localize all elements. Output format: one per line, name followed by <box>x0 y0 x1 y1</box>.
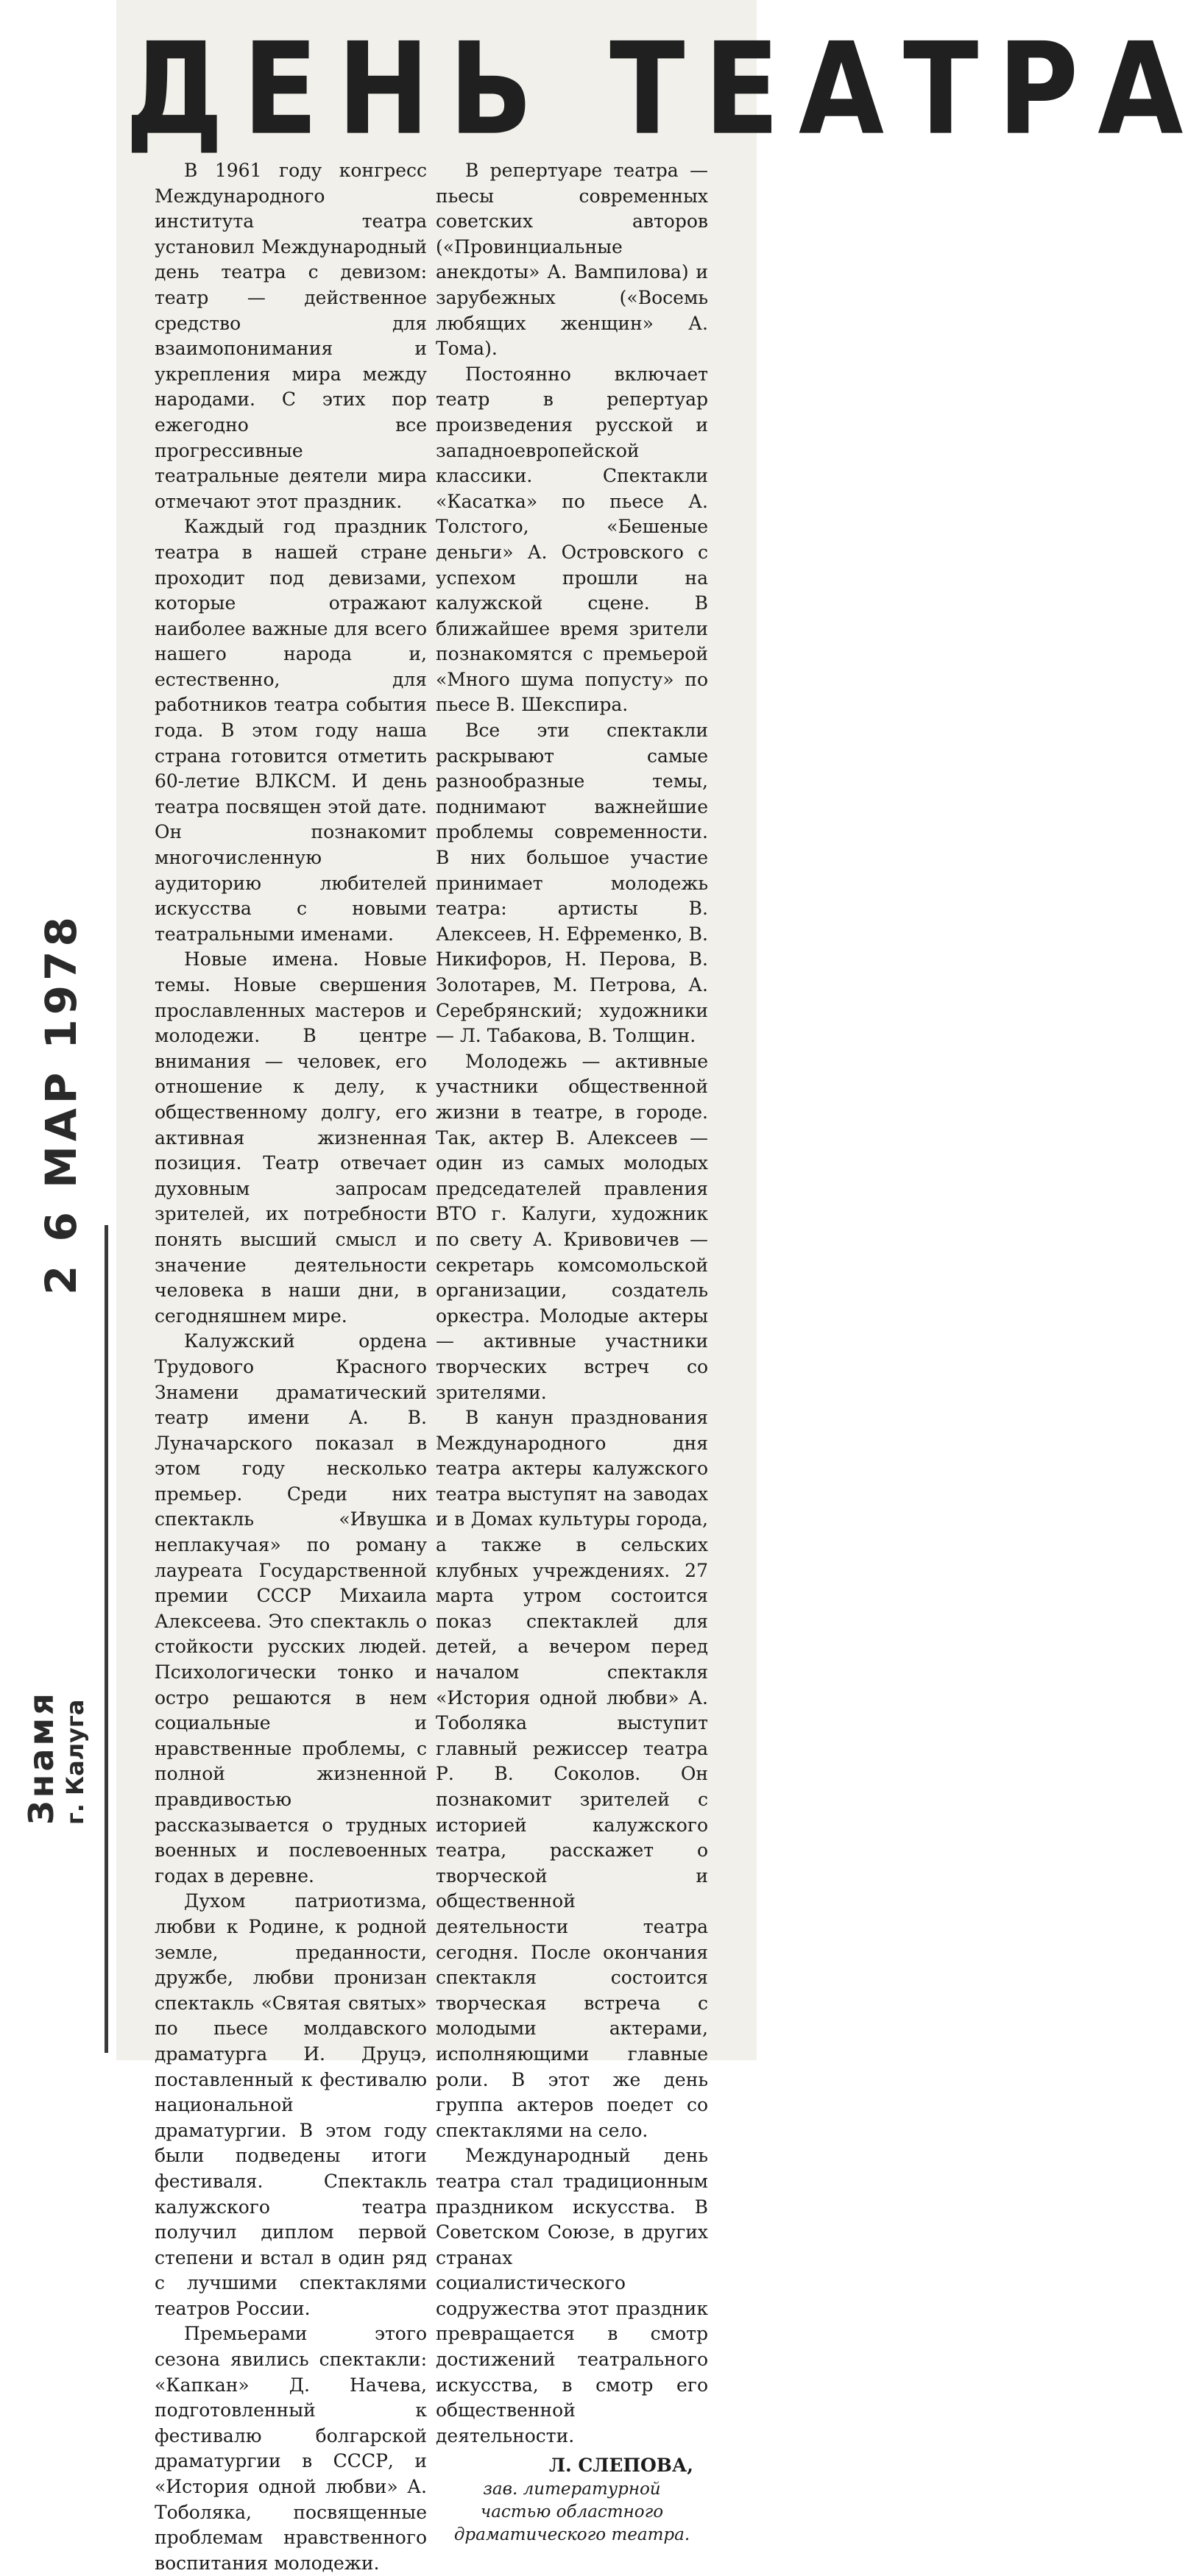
divider-line <box>105 1225 108 2053</box>
newspaper-city: г. Калуга <box>61 1699 89 1825</box>
article-column-left <box>155 158 427 2576</box>
paragraph: Калужский ордена Трудового Красного Знамени драматический театр имени А. В. Луначарского показал в этом году несколько премьер. Среди них спектакль «Ивушка неплакучая» по роману лауреата Государственной премии СССР Михаила Алексеева. Это спектакль о стойкости русских людей. Психологически тонко и остро решаются в нем социальные и нравственные проблемы, с полной жизненной правдивостью рассказывается о трудных военных и послевоенных годах в деревне. <box>155 1330 427 1887</box>
newspaper-name: Знамя <box>21 1690 61 1825</box>
paragraph: Каждый год праздник театра в нашей стране проходит под девизами, которые отражают наиболее важные для всего нашего народа и, естественно, для работников театра события года. В этом году наша страна готовится отметить 60-летие ВЛКСМ. И день театра посвящен этой дате. Он познакомит многочисленную аудиторию любителей искусства с новыми театральными именами. <box>155 516 427 945</box>
headline: ДЕНЬ ТЕАТРА <box>125 15 1202 164</box>
paragraph: Постоянно включает театр в репертуар произведения русской и западноевропейской классики. Спектакли «Касатка» по пьесе А. Толстого, «Бешеные деньги» А. Островского с успехом прошли на калужской сцене. В ближайшее время зрители познакомятся с премьерой «Много шума попусту» по пьесе В. Шекспира. <box>436 363 708 716</box>
paragraph: Духом патриотизма, любви к Родине, к родной земле, преданности, дружбе, любви пронизан спектакль «Святая святых» по пьесе молдавского драматурга И. Друцэ, поставленный к фестивалю национальной драматургии. В этом году были подведены итоги фестиваля. Спектакль калужского театра получил диплом первой степени и встал в один ряд с лучшими спектаклями театров России. <box>155 1890 427 2319</box>
paragraph: Премьерами этого сезона явились спектакли: «Капкан» Д. Начева, подготовленный к фестивалю болгарской драматургии в СССР, и «История одной любви» А. Тоболяка, посвященные проблемам нравственного воспитания молодежи. <box>155 2323 427 2574</box>
paragraph: Молодежь — активные участники общественной жизни в театре, в городе. Так, актер В. Алексеев — один из самых молодых председателей правления ВТО г. Калуги, художник по свету А. Кривовичев — секретарь комсомольской организации, создатель оркестра. Молодые актеры — активные участники творческих встреч со зрителями. <box>436 1050 708 1403</box>
paragraph: В 1961 году конгресс Международного института театра установил Международный день театра с девизом: театр — действенное средство для взаимопонимания и укрепления мира между народами. С этих пор ежегодно все прогрессивные театральные деятели мира отмечают этот праздник. <box>155 160 427 512</box>
author-position-line: частью областного <box>480 2502 664 2522</box>
paragraph: Международный день театра стал традиционным праздником искусства. В Советском Союзе, в других странах социалистического содружества этот праздник превращается в смотр достижений театрального искусства, в смотр его общественной деятельности. <box>436 2145 708 2447</box>
paragraph: В канун празднования Международного дня театра актеры калужского театра выступят на заводах и в Домах культуры города, а также в сельских клубных учреждениях. 27 марта утром состоится показ спектаклей для детей, а вечером перед началом спектакля «История одной любви» А. Тоболяка выступит главный режиссер театра Р. В. Соколов. Он познакомит зрителей с историей калужского театра, расскажет о творческой и общественной деятельности театра сегодня. После окончания спектакля состоится творческая встреча с молодыми актерами, исполняющими главные роли. В этот же день группа актеров поедет со спектаклями на село. <box>436 1407 708 2141</box>
author-signature: Л. СЛЕПОВА, <box>548 2455 693 2477</box>
date-stamp: 2 6 МАР 1978 <box>36 912 86 1295</box>
paragraph: Новые имена. Новые темы. Новые свершения прославленных мастеров и молодежи. В центре внимания — человек, его отношение к делу, к общественному долгу, его активная жизненная позиция. Театр отвечает духовным запросам зрителей, их потребности понять высший смысл и значение деятельности человека в наши дни, в сегодняшнем мире. <box>155 948 427 1327</box>
author-position-line: зав. литературной <box>483 2480 661 2499</box>
author-position-line: драматического театра. <box>453 2525 690 2545</box>
newspaper-stamp <box>22 1633 96 1825</box>
paragraph: Все эти спектакли раскрывают самые разнообразные темы, поднимают важнейшие проблемы современности. В них большое участие принимает молодежь театра: артисты В. Алексеев, Н. Ефременко, В. Никифоров, Н. Перова, В. Золотарев, М. Петрова, А. Серебрянский; художники — Л. Табакова, В. Толщин. <box>436 720 708 1047</box>
paragraph: В репертуаре театра — пьесы современных советских авторов («Провинциальные анекдоты» А. Вампилова) и зарубежных («Восемь любящих женщин» А. Тома). <box>436 160 708 360</box>
article-column-right <box>436 158 708 2547</box>
